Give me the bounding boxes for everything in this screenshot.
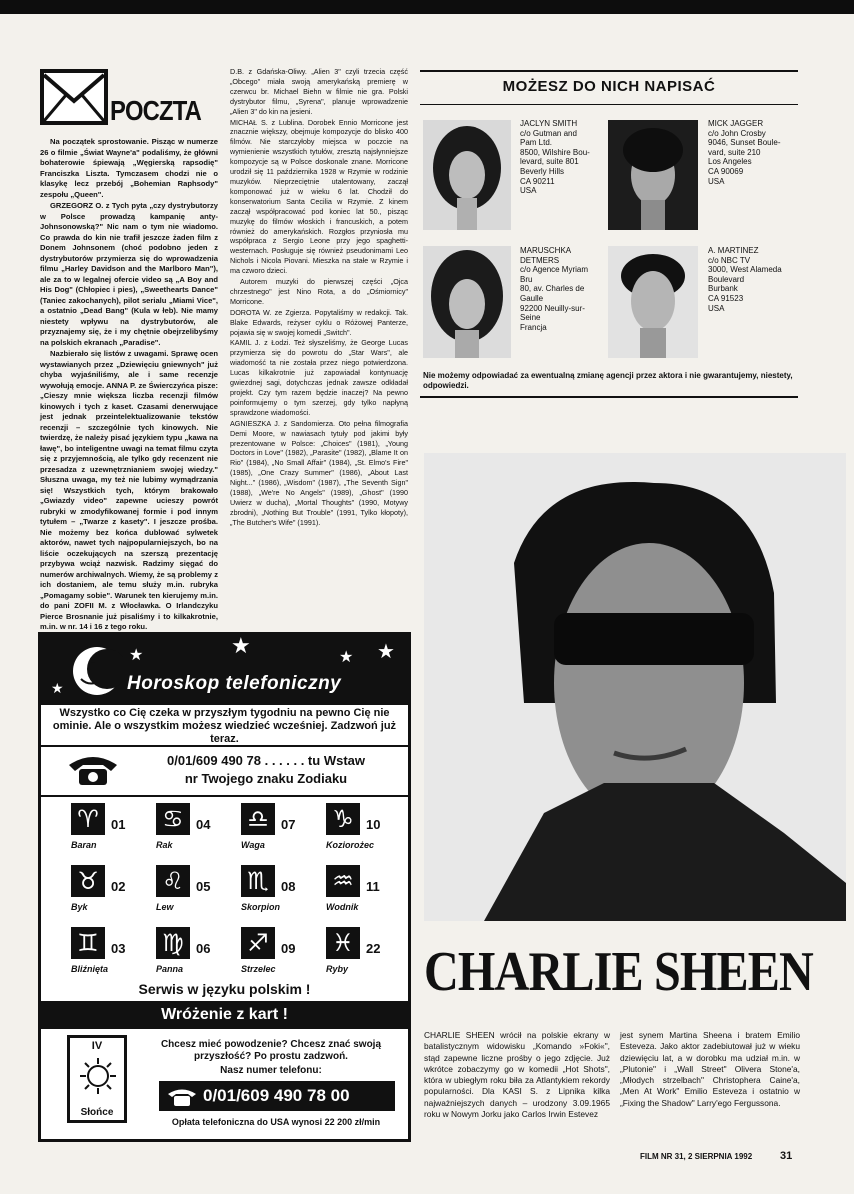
- contact-line: 80, av. Charles de: [520, 284, 585, 294]
- contact-line: 9046, Sunset Boule-: [708, 138, 781, 148]
- zodiac-number: 22: [366, 941, 381, 956]
- zodiac-number: 03: [111, 941, 126, 956]
- zodiac-name: Byk: [71, 902, 88, 912]
- zodiac-number: 11: [366, 879, 380, 894]
- zodiac-name: Waga: [241, 840, 265, 850]
- contact-a-martinez: [708, 246, 782, 313]
- cancer-icon: ♋: [156, 803, 190, 835]
- capricorn-icon: ♑: [326, 803, 360, 835]
- zodiac-libra: [241, 803, 321, 861]
- mail-paragraph: AGNIESZKA J. z Sandomierza. Oto pełna filmografia Demi Moore, w nawiasach tytuły pod jakimi były prezentowane w Polsce: „Choices" (1981), „Young Doctors in Love" (1982), „Parasite" (1982), „Blame It on Rio" (1984), „No Small Affair" (1984), „St. Elmo's Fire" (1985), „One Crazy Summer" (1986), „About Last Night..." (1986), „Wisdom" (1987), „The Seventh Sign" (1988), „We're No Angels" (1989), „Ghost" (1990 Uwierz w ducha), „Mortal Thoughts" (1990, Motywy zbrodni), „Nothing But Trouble" (1991, Tylko kłopoty), „The Butcher's Wife" (1991).: [230, 418, 408, 527]
- write-box-bottom-rule: [420, 396, 798, 398]
- envelope-icon: [40, 69, 108, 125]
- contact-line: Beverly Hills: [520, 166, 565, 176]
- disclaimer-text: Nie możemy odpowiadać za ewentualną zmianę agencji przez aktora i nie gwarantujemy, niestety, odpowiedzi.: [423, 371, 793, 390]
- aries-icon: ♈: [71, 803, 105, 835]
- gemini-icon: ♊: [71, 927, 105, 959]
- zodiac-number: 06: [196, 941, 211, 956]
- contact-mick-jagger: [708, 119, 781, 186]
- virgo-icon: ♍: [156, 927, 190, 959]
- mail-column-2: [230, 67, 408, 529]
- horoscope-ad: [38, 632, 411, 1142]
- contact-line: Los Angeles: [708, 157, 752, 167]
- aquarius-icon: ♒: [326, 865, 360, 897]
- feature-column-1: CHARLIE SHEEN wrócił na polskie ekrany w batalistycznym widowisku „Komando »Foki«", stąd zapewne liczne prośby o jego zdjęcie. Już wkrótce zobaczymy go w komedii „Hot Shots", która w ubiegłym roku biła za Atlantykiem rekordy popularności. Dla KASI S. z Lipnika kilka najważniejszych danych – urodzony 3.09.1965 roku w Nowym Jorku jako Carlos Irwin Estevez: [424, 1030, 610, 1120]
- contact-line: CA 90211: [520, 176, 555, 186]
- horoscope-divider: [41, 745, 408, 747]
- mail-paragraph: MICHAŁ S. z Lublina. Dorobek Ennio Morricone jest znacznie większy, obejmuje kompozycje do blisko 400 filmów. Nie starczyłoby miejsca w poczcie na wymienienie wszystkich tytułów, zresztą najsłynniejsze kompozycje są w Polsce doskonale znane. Morricone urodził się 11 października 1928 w Rzymie w rodzinie muzyków. Nieprzeciętnie utalentowany, zaczął komponować już w wieku 6 lat. Chodził do konserwatorium Santa Cecilia w Rzymie. Z kinem zaczął współpracować pod koniec lat 50., pisząc muzykę do filmów włoskich i francuskich, a potem również do amerykańskich. Rozgłos przyniosła mu współpraca z Sergio Leone przy jego spaghetti-westernach. Posługuje się również pseudonimami Leo Nichols i Nicola Piovani. Mieszka na stałe w Rzymie i ma czworo dzieci.: [230, 117, 408, 276]
- contact-line: Pam Ltd.: [520, 138, 553, 148]
- horoscope-divider: [41, 795, 408, 797]
- contact-line: USA: [708, 303, 725, 313]
- moon-icon: [71, 643, 123, 699]
- feature-column-2: jest synem Martina Sheena i bratem Emilio Esteveza. Jako aktor zadebiutował już w wieku dziewięciu lat, a w dorobku ma udział m.in. w „Plutonie" i „Wall Street" Olivera Stone'a, „Młodych strzelbach" Christophera Caine'a, „Men At Work" Emilio Esteveza i ostatnio w „Fixing the Shadow" Larry'ego Fergussona.: [620, 1030, 800, 1108]
- contact-line: MARUSCHKA: [520, 246, 572, 255]
- contact-line: 92200 Neuilly-sur-: [520, 303, 585, 313]
- zodiac-name: Ryby: [326, 964, 349, 974]
- horoscope-fee: Opłata telefoniczna do USA wynosi 22 200 zł/min: [171, 1117, 381, 1127]
- zodiac-taurus: [71, 865, 151, 923]
- contact-line: Burbank: [708, 284, 738, 294]
- zodiac-name: Strzelec: [241, 964, 276, 974]
- mick-jagger-photo: [608, 120, 698, 230]
- zodiac-number: 08: [281, 879, 296, 894]
- zodiac-name: Skorpion: [241, 902, 281, 912]
- write-box-header: MOŻESZ DO NICH NAPISAĆ: [502, 78, 716, 95]
- feature-headline: CHARLIE SHEEN: [424, 941, 813, 1003]
- mail-paragraph: Autorem muzyki do pierwszej części „Ojca chrzestnego" jest Nino Rota, a do „Ośmiornicy" Morricone.: [230, 277, 408, 306]
- contact-maruschka-detmers: [520, 246, 588, 332]
- zodiac-pisces: [326, 927, 406, 985]
- zodiac-name: Baran: [71, 840, 97, 850]
- star-icon: ★: [51, 680, 64, 696]
- contact-line: levard, suite 801: [520, 157, 579, 167]
- sun-card-badge: [67, 1035, 127, 1123]
- mail-column-1: [40, 137, 218, 634]
- zodiac-name: Rak: [156, 840, 173, 850]
- zodiac-cancer: [156, 803, 236, 861]
- scorpio-icon: ♏: [241, 865, 275, 897]
- contact-line: Seine: [520, 313, 541, 323]
- zodiac-leo: [156, 865, 236, 923]
- zodiac-gemini: [71, 927, 151, 985]
- maruschka-detmers-photo: [423, 246, 511, 358]
- cards-banner: Wróżenie z kart !: [41, 1001, 408, 1029]
- telephone-icon: [167, 1087, 197, 1107]
- star-icon: ★: [129, 647, 144, 664]
- contact-line: A. MARTINEZ: [708, 246, 759, 255]
- zodiac-scorpio: [241, 865, 321, 923]
- big-phone-number: 0/01/609 490 78 00: [203, 1086, 350, 1105]
- mail-paragraph: D.B. z Gdańska-Oliwy. „Alien 3" czyli trzecia część „Obcego" miała swoją amerykańską premierę w czerwcu br. Michael Biehn w filmie nie gra. Polski dystrybutor filmu, „Syrena", planuje wprowadzenie „Alien 3" do kin na jesieni.: [230, 67, 408, 116]
- sagittarius-icon: ♐: [241, 927, 275, 959]
- zodiac-number: 04: [196, 817, 211, 832]
- zodiac-number: 05: [196, 879, 211, 894]
- zodiac-number: 09: [281, 941, 296, 956]
- a-martinez-photo: [608, 246, 698, 358]
- pisces-icon: ♓: [326, 927, 360, 959]
- zodiac-virgo: [156, 927, 236, 985]
- contact-line: Boulevard: [708, 274, 745, 284]
- contact-line: c/o Agence Myriam: [520, 265, 589, 275]
- zodiac-aries: [71, 803, 151, 861]
- contact-line: 8500, Wilshire Bou-: [520, 147, 590, 157]
- zodiac-name: Bliźnięta: [71, 964, 109, 974]
- zodiac-name: Koziorożec: [326, 840, 375, 850]
- zodiac-aquarius: [326, 865, 406, 923]
- mail-paragraph: Nazbierało się listów z uwagami. Sprawę ocen wystawianych przez „Dziewięciu gniewnych" już chyba wyjaśniliśmy, ale i same recenzje wywołują emocje. ANNA P. ze Świerczyńca pisze: „Cieszy mnie większa liczba recenzji filmów kinowych i tych z kaset. Czasami denerwujące jest jednak przeintelektualizowanie tekstów recenzji – szczególnie tych kinowych. Nie twierdzę, że należy pisać językiem typu „kawa na ławę", bo inteligentne uwagi na temat filmu czyta się z przyjemnością, ale tylko gdy recenzent nie przesadza z uzewnętrznianiem swojej wiedzy." Słuszna uwaga, my też nie lubimy wymądrzania się! Wszystkich tych, którym brakowało „Gwiazdy video" zapewne ucieszy powrót rubryki w zmodyfikowanej formie i pod innym tytułem – „Twarze z kasety". I jeszcze prośba. Nie możemy bez końca dublować sylwetek aktorów, nawet tych najpopularniejszych, bo na liście oczekujących na szerszą prezentację przybywa wciąż nazwisk. Radzimy sięgać do numerów archiwalnych. Wiemy, że są problemy z ich dostaniem, ale temu służy m.in. rubryka „Pomagamy sobie". Warunek ten kierujemy m.in. do pani ZOFII M. z Włocławka. O Irlandczyku Pierce Brosnanie już pisaliśmy i to kilkakrotnie, m.in. w nr. 14 i 16 z tego roku.: [40, 349, 218, 631]
- mail-paragraph: KAMIL J. z Łodzi. Też słyszeliśmy, że George Lucas przymierza się do powrotu do „Star Wars", ale wiadomość ta nie została przez niego potwierdzona. Lucas kilkakrotnie już zapowiadał kontynuację gwiezdnej sagi, dotychczas jednak zawsze odkładał projekt. Czy tym razem będzie inaczej? Na pewno poinformujemy o tym szerzej, gdy tylko napłyną sprawdzone wiadomości.: [230, 338, 408, 417]
- contact-line: c/o Gutman and: [520, 128, 577, 138]
- write-box-top-rule: [420, 70, 798, 72]
- contact-line: Bru: [520, 274, 533, 284]
- mail-paragraph: Na początek sprostowanie. Pisząc w numerze 26 o filmie „Świat Wayne'a" podaliśmy, że głównі bohaterowie śpiewają „Węgierską rapsodię" Franciszka Liszta. Tymczasem chodzi nie o klasykę lecz przebój „Bohemian Raphsody" zespołu „Queen".: [40, 137, 218, 199]
- telephone-icon: [67, 753, 119, 787]
- card-badge-label: Słońce: [80, 1107, 114, 1118]
- taurus-icon: ♉: [71, 865, 105, 897]
- star-icon: ★: [339, 649, 354, 666]
- star-icon: ★: [377, 641, 395, 663]
- horoscope-our-number: Nasz numer telefonu:: [220, 1065, 322, 1076]
- footer-issue: FILM NR 31, 2 SIERPNIA 1992: [640, 1152, 753, 1161]
- zodiac-capricorn: [326, 803, 406, 861]
- zodiac-name: Wodnik: [326, 902, 359, 912]
- contact-line: DETMERS: [520, 255, 560, 265]
- contact-line: USA: [708, 176, 725, 186]
- horoscope-phone-line: 0/01/609 490 78 . . . . . . tu Wstaw: [167, 753, 365, 768]
- mail-paragraph: DOROTA W. ze Zgierza. Popytaliśmy w redakcji. Tak. Blake Edwards, reżyser cyklu o Różowej Panterze, pojawia się w swojej komedii „Switch".: [230, 307, 408, 337]
- contact-jaclyn-smith: [520, 119, 590, 196]
- footer-page-number: 31: [780, 1150, 793, 1162]
- top-black-bar: [0, 0, 854, 14]
- zodiac-number: 10: [366, 817, 381, 832]
- contact-line: c/o NBC TV: [708, 255, 751, 265]
- contact-line: CA 91523: [708, 293, 744, 303]
- horoscope-header: [41, 635, 408, 705]
- section-title: POCZTA: [110, 95, 201, 126]
- zodiac-number: 02: [111, 879, 126, 894]
- zodiac-sagittarius: [241, 927, 321, 985]
- sun-icon: [78, 1056, 118, 1096]
- contact-line: vard, suite 210: [708, 147, 761, 157]
- contact-line: MICK JAGGER: [708, 119, 764, 128]
- horoscope-note: Wszystko co Cię czeka w przyszłym tygodniu na pewno Cię nie ominie. Ale o wszystkim możesz wiedzieć wcześniej. Zadzwoń już teraz.: [52, 707, 397, 745]
- contact-line: USA: [520, 186, 537, 196]
- star-icon: ★: [231, 633, 251, 658]
- zodiac-number: 01: [111, 817, 126, 832]
- card-badge-number: IV: [91, 1040, 103, 1052]
- leo-icon: ♌: [156, 865, 190, 897]
- contact-line: Gaulle: [520, 293, 544, 303]
- contact-line: JACLYN SMITH: [520, 119, 578, 128]
- contact-line: c/o John Crosby: [708, 128, 766, 138]
- mail-paragraph: GRZEGORZ O. z Tych pyta „czy dystrybutorzy w Polsce prowadzą kampanię anty-Johnsonowską?" Nic nam o tym nie wiadomo. Co prawda do kin nie trafił jeszcze żaden film z Donem Johnsonem (choć podobno jeden z dystrybutorów przymierza się do wprowadzenia filmu „Harley Davidson and the Marlboro Man"), ale za to w legalnej ofercie video są „A Boy and His Dog" (Chłopiec i pies), „Sweethearts Dance" (Taniec zakochanych), pilot serialu „Miami Vice", a ostatnio „Dead Bang" (Kula w łeb). Nie mamy niestety wpływu na dystrybutorów, ale przyznajemy się, że i my chętnie obejrzelibyśmy na polskich ekranach „Paradise".: [40, 201, 218, 347]
- zodiac-number: 07: [281, 817, 296, 832]
- contact-line: Francja: [520, 322, 547, 332]
- horoscope-question: Chcesz mieć powodzenie? Chcesz znać swoją przyszłość? Po prostu zadzwoń.: [160, 1039, 382, 1062]
- horoscope-phone-hint: nr Twojego znaku Zodiaku: [184, 771, 348, 786]
- zodiac-name: Panna: [156, 964, 184, 974]
- horoscope-title: Horoskop telefoniczny: [127, 673, 342, 694]
- jaclyn-smith-photo: [423, 120, 511, 230]
- write-box-header-rule: [420, 104, 798, 105]
- contact-line: 3000, West Alameda: [708, 265, 782, 275]
- libra-icon: ♎: [241, 803, 275, 835]
- contact-line: CA 90069: [708, 166, 744, 176]
- zodiac-name: Lew: [156, 902, 174, 912]
- service-line: Serwis w języku polskim !: [138, 981, 311, 997]
- big-phone-banner: [159, 1081, 395, 1111]
- charlie-sheen-photo: [424, 453, 846, 921]
